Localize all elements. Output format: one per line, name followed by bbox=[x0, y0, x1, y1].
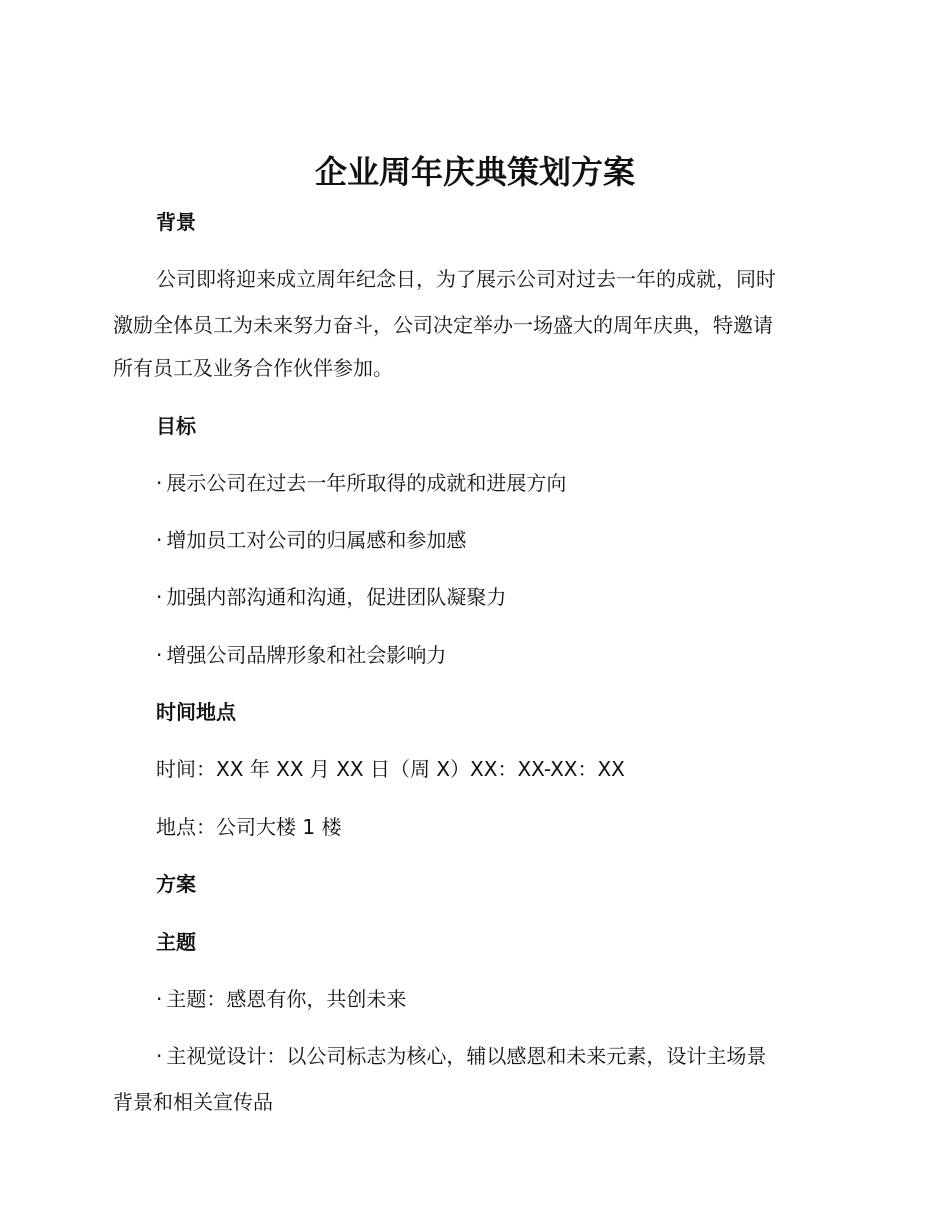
document-title: 企业周年庆典策划方案 bbox=[314, 153, 635, 191]
theme-item-text: 主题：感恩有你，共创未来 bbox=[166, 987, 407, 1011]
goal-item-text: 加强内部沟通和沟通，促进团队凝聚力 bbox=[166, 585, 507, 609]
background-paragraph-line-1: 公司即将迎来成立周年纪念日，为了展示公司对过去一年的成就，同时 bbox=[156, 267, 776, 291]
goal-item-text: 展示公司在过去一年所取得的成就和进展方向 bbox=[166, 471, 567, 495]
background-paragraph-line-3: 所有员工及业务合作伙伴参加。 bbox=[113, 356, 393, 380]
theme-item bbox=[156, 985, 406, 1013]
plan-heading: 方案 bbox=[156, 872, 196, 896]
goal-item-text: 增强公司品牌形象和社会影响力 bbox=[166, 643, 447, 667]
goal-item bbox=[156, 583, 506, 611]
theme-heading: 主题 bbox=[156, 930, 196, 954]
bullet-dot: · bbox=[156, 585, 163, 609]
time-place-heading: 时间地点 bbox=[156, 700, 236, 724]
bullet-dot: · bbox=[156, 1044, 163, 1068]
goal-item bbox=[156, 469, 566, 497]
goal-item bbox=[156, 526, 466, 554]
bullet-dot: · bbox=[156, 987, 163, 1011]
goal-item bbox=[156, 641, 446, 669]
bullet-dot: · bbox=[156, 643, 163, 667]
background-paragraph-line-2: 激励全体员工为未来努力奋斗，公司决定举办一场盛大的周年庆典，特邀请 bbox=[113, 313, 773, 337]
visual-design-line-2: 背景和相关宣传品 bbox=[113, 1090, 273, 1114]
visual-design-text: 主视觉设计：以公司标志为核心，辅以感恩和未来元素，设计主场景 bbox=[166, 1044, 767, 1068]
goal-item-text: 增加员工对公司的归属感和参加感 bbox=[166, 528, 467, 552]
goals-heading: 目标 bbox=[156, 414, 196, 438]
bullet-dot: · bbox=[156, 471, 163, 495]
event-place: 地点：公司大楼 1 楼 bbox=[156, 815, 342, 839]
visual-design-line-1 bbox=[156, 1042, 766, 1070]
event-time: 时间：XX 年 XX 月 XX 日（周 X）XX：XX-XX：XX bbox=[156, 757, 625, 781]
background-heading: 背景 bbox=[156, 210, 196, 234]
bullet-dot: · bbox=[156, 528, 163, 552]
